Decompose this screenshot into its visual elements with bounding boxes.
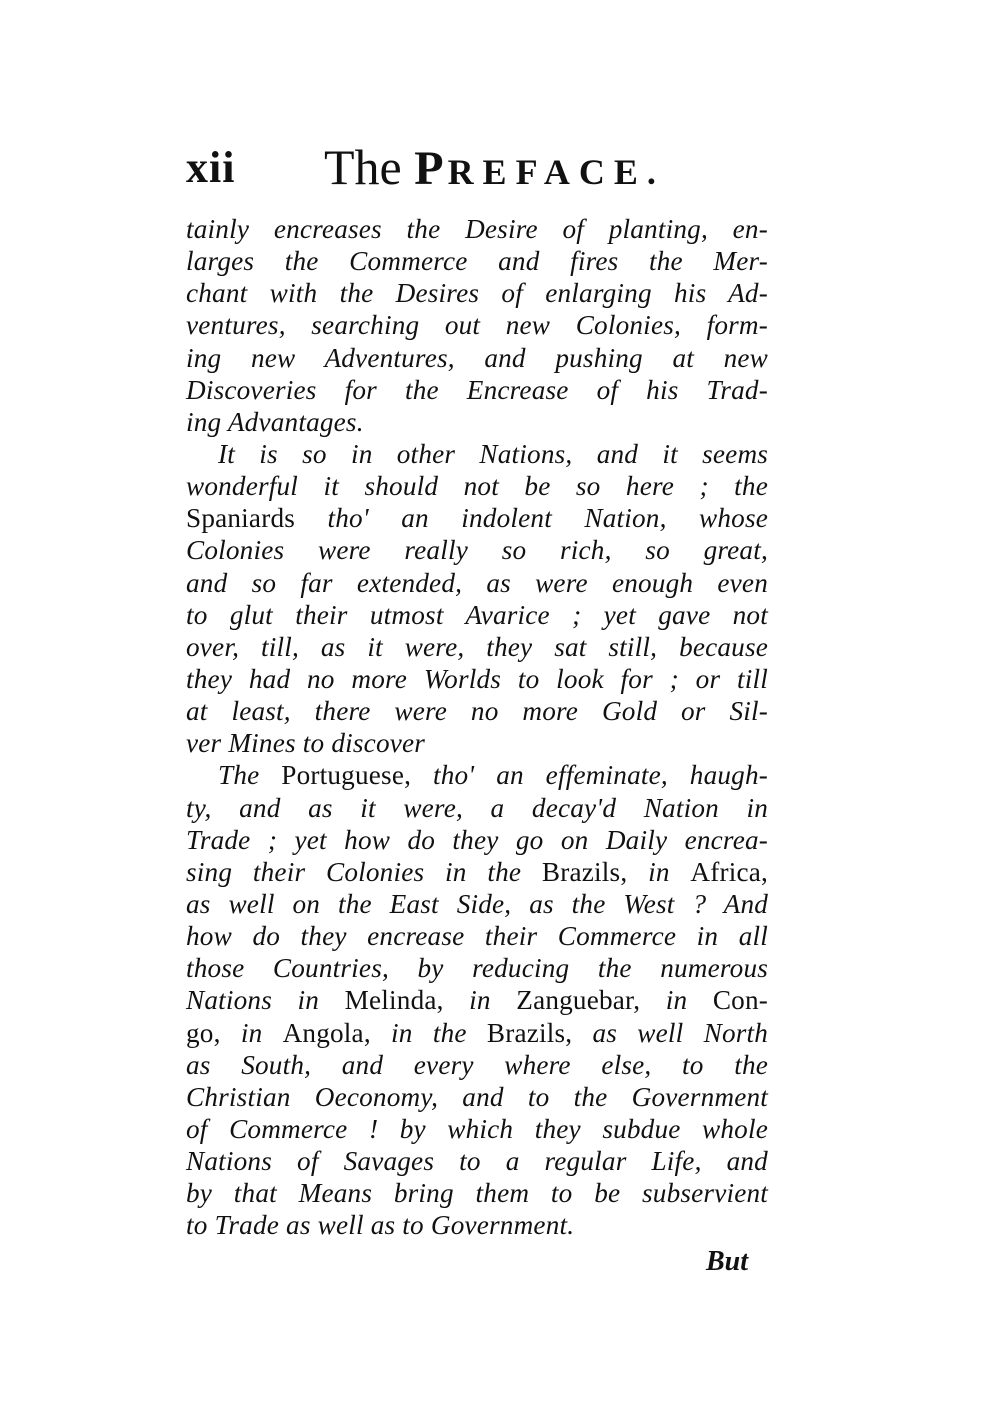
- text-line: ing Advantages.: [186, 406, 364, 437]
- text-line: ing new Adventures, and pushing at new: [186, 342, 768, 373]
- text-line: they had no more Worlds to look for ; or till: [186, 663, 769, 694]
- paragraph-3: [186, 759, 768, 1241]
- text-line: at least, there were no more Gold or Sil-: [186, 696, 769, 727]
- page-number: xii: [186, 143, 236, 192]
- text-line: of Commerce ! by which they subdue whole: [186, 1113, 768, 1144]
- text-line: over, till, as it were, they sat still, because: [186, 631, 769, 662]
- text-line: Colonies were really so rich, so great,: [186, 535, 768, 566]
- page-header: [186, 138, 776, 198]
- text-line: go, in Angola, in the Brazils, as well North: [186, 1017, 769, 1048]
- body-text: [186, 213, 768, 1242]
- text-line: to glut their utmost Avarice ; yet gave not: [186, 599, 768, 630]
- text-line: as well on the East Side, as the West ? And: [186, 888, 769, 919]
- running-head-initial: P: [414, 142, 448, 195]
- catchword: But: [706, 1246, 749, 1277]
- text-line: Spaniards tho' an indolent Nation, whose: [186, 503, 768, 534]
- text-line: ver Mines to discover: [186, 728, 426, 759]
- text-line: and so far extended, as were enough even: [186, 567, 768, 598]
- text-line: larges the Commerce and fires the Mer-: [186, 246, 768, 277]
- text-line: Trade ; yet how do they go on Daily encrea-: [186, 824, 769, 855]
- running-head-the: The: [324, 139, 402, 195]
- text-line: The Portuguese, tho' an effeminate, haugh-: [218, 760, 769, 791]
- text-line: as South, and every where else, to the: [186, 1049, 769, 1080]
- text-line: Nations of Savages to a regular Life, and: [186, 1146, 768, 1177]
- text-line: ty, and as it were, a decay'd Nation in: [186, 792, 769, 823]
- text-line: those Countries, by reducing the numerous: [186, 953, 769, 984]
- text-line: Nations in Melinda, in Zanguebar, in Con-: [186, 985, 769, 1016]
- text-line: It is so in other Nations, and it seems: [218, 438, 769, 469]
- text-line: by that Means bring them to be subservient: [186, 1178, 769, 1209]
- text-line: chant with the Desires of enlarging his Ad-: [186, 278, 768, 309]
- text-line: Christian Oeconomy, and to the Government: [186, 1081, 769, 1112]
- text-line: to Trade as well as to Government.: [186, 1210, 575, 1241]
- text-line: sing their Colonies in the Brazils, in Africa,: [186, 856, 769, 887]
- text-line: wonderful it should not be so here ; the: [186, 471, 768, 502]
- running-head-small-caps: REFAC: [447, 152, 614, 192]
- text-line: tainly encreases the Desire of planting, en-: [186, 214, 768, 244]
- text-line: how do they encrease their Commerce in all: [186, 921, 769, 952]
- running-head: [324, 138, 665, 196]
- paragraph-1: [186, 213, 768, 438]
- paragraph-2: [186, 438, 768, 759]
- text-line: ventures, searching out new Colonies, form-: [186, 310, 768, 341]
- running-head-last-letter: E.: [613, 152, 665, 192]
- text-line: Discoveries for the Encrease of his Trad-: [186, 374, 768, 405]
